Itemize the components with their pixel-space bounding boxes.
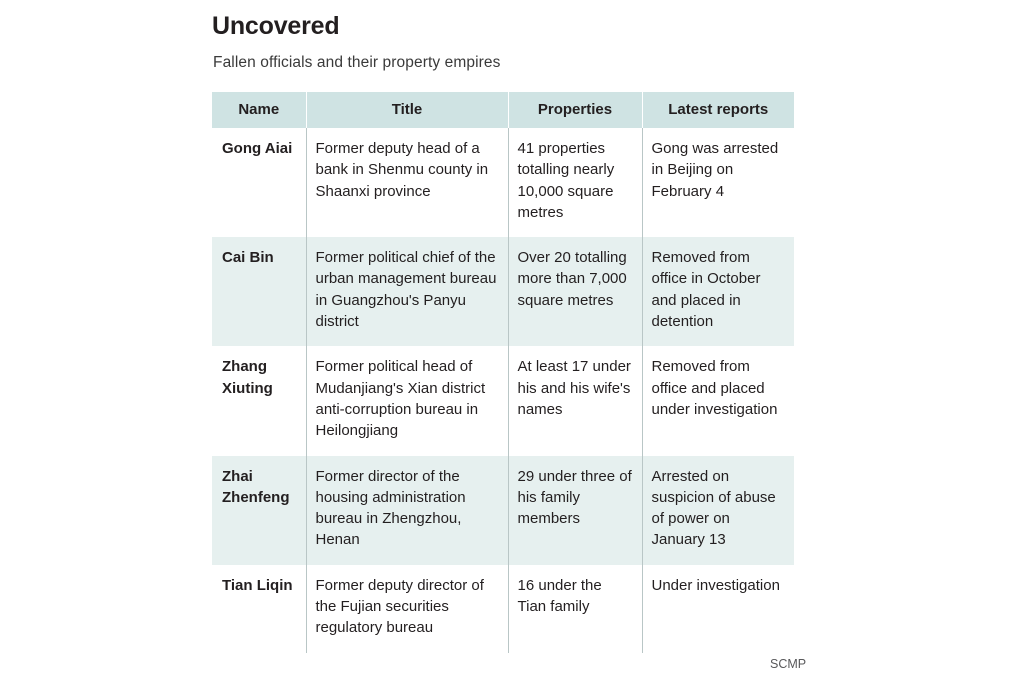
cell-name: Tian Liqin <box>212 565 306 653</box>
column-header-title: Title <box>306 92 508 128</box>
cell-latest-reports: Arrested on suspicion of abuse of power on January 13 <box>642 456 794 565</box>
cell-name: Cai Bin <box>212 237 306 346</box>
column-header-properties: Properties <box>508 92 642 128</box>
cell-name: Zhai Zhenfeng <box>212 456 306 565</box>
cell-title: Former deputy director of the Fujian securities regulatory bureau <box>306 565 508 653</box>
column-header-latest-reports: Latest reports <box>642 92 794 128</box>
table-row <box>212 565 794 653</box>
cell-title: Former political head of Mudanjiang's Xian district anti-corruption bureau in Heilongjiang <box>306 346 508 455</box>
cell-latest-reports: Gong was arrested in Beijing on February 4 <box>642 128 794 237</box>
cell-title: Former political chief of the urban management bureau in Guangzhou's Panyu district <box>306 237 508 346</box>
page-subtitle: Fallen officials and their property empires <box>213 54 501 71</box>
cell-properties: At least 17 under his and his wife's names <box>508 346 642 455</box>
page-title: Uncovered <box>212 12 340 40</box>
cell-properties: 41 properties totalling nearly 10,000 square metres <box>508 128 642 237</box>
table-row <box>212 346 794 455</box>
column-header-name: Name <box>212 92 306 128</box>
officials-table <box>212 92 794 653</box>
cell-latest-reports: Under investigation <box>642 565 794 653</box>
cell-properties: 16 under the Tian family <box>508 565 642 653</box>
cell-properties: Over 20 totalling more than 7,000 square metres <box>508 237 642 346</box>
cell-latest-reports: Removed from office in October and placed in detention <box>642 237 794 346</box>
table-row <box>212 128 794 237</box>
cell-name: Zhang Xiuting <box>212 346 306 455</box>
cell-properties: 29 under three of his family members <box>508 456 642 565</box>
cell-latest-reports: Removed from office and placed under investigation <box>642 346 794 455</box>
table-body <box>212 128 794 653</box>
table-header-row <box>212 92 794 128</box>
cell-title: Former director of the housing administration bureau in Zhengzhou, Henan <box>306 456 508 565</box>
source-credit: SCMP <box>770 657 807 671</box>
cell-name: Gong Aiai <box>212 128 306 237</box>
table-row <box>212 456 794 565</box>
table-header <box>212 92 794 128</box>
cell-title: Former deputy head of a bank in Shenmu county in Shaanxi province <box>306 128 508 237</box>
table-row <box>212 237 794 346</box>
